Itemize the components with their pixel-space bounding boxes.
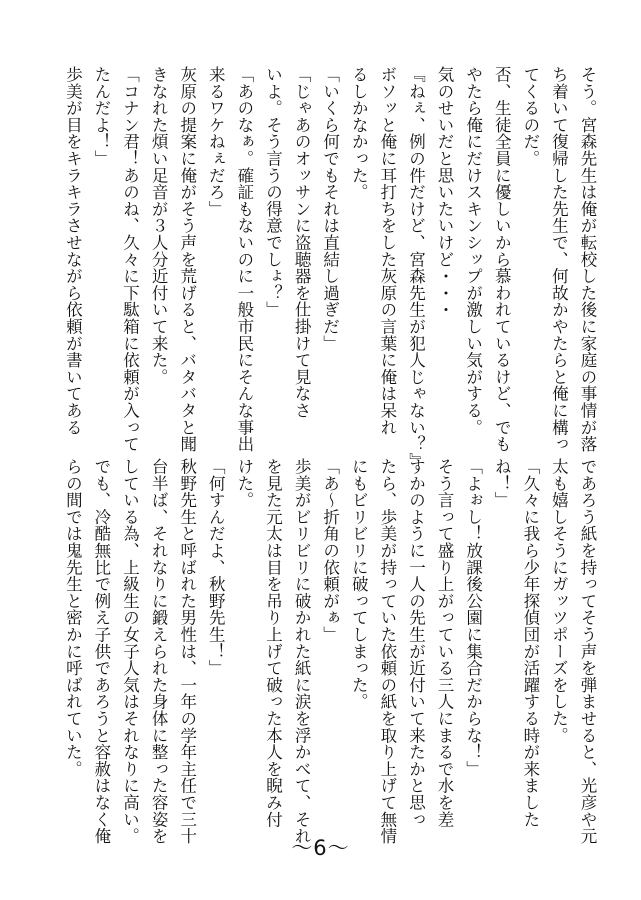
text-line: けた。 — [234, 458, 254, 509]
text-line: 来るワケねぇだろ」 — [206, 66, 226, 218]
text-line: 『ねぇ、例の件だけど、宮森先生が犯人じゃない？』 — [406, 66, 426, 470]
text-line: きなれた煩い足音が３人分近付いて来た。 — [149, 66, 169, 386]
text-line: 否、生徒全員に優しいから慕われているけど、でも — [492, 66, 512, 453]
text-line: すかのように一人の先生が近付いて来たかと思っ — [406, 458, 426, 828]
text-line: している為、上級生の女子人気はそれなりに高い。 — [120, 458, 140, 845]
text-line: 「久々に我ら少年探偵団が活躍する時が来ました — [520, 458, 540, 828]
text-line: 歩美がビリビリに破かれた紙に涙を浮かべて、それ — [292, 458, 312, 845]
text-line: 「よぉし！放課後公園に集合だからな！」 — [463, 458, 483, 778]
text-line: にもビリビリに破ってしまった。 — [349, 458, 369, 710]
text-line: ボソッと俺に耳打ちをした灰原の言葉に俺は呆れ — [377, 66, 397, 436]
text-line: であろう紙を持ってそう声を弾ませると、光彦や元 — [578, 458, 597, 845]
text-line: いよ。そう言うの得意でしょ？」 — [263, 66, 283, 318]
text-line: たんだよ！」 — [91, 66, 111, 167]
text-line: たら、歩美が持っていた依頼の紙を取り上げて無情 — [377, 458, 397, 845]
page-number: ～6～ — [291, 836, 350, 860]
text-line: 台半ば、それなりに鍛えられた身体に整った容姿を — [149, 458, 169, 845]
text-line: 秋野先生と呼ばれた男性は、一年の学年主任で三十 — [177, 458, 197, 845]
text-line: 「あのなぁ。確証もないのに一般市民にそんな事出 — [234, 66, 254, 453]
text-line: そう言って盛り上がっている三人にまるで水を差 — [435, 458, 455, 828]
text-line: 灰原の提案に俺がそう声を荒げると、バタバタと聞 — [177, 66, 197, 453]
text-line: 気のせいだと思いたいけど・・・ — [435, 66, 455, 318]
text-block-bottom — [58, 458, 601, 845]
text-line: を見た元太は目を吊り上げて破った本人を睨み付 — [263, 458, 283, 828]
text-line: 「何すんだよ、秋野先生！」 — [206, 458, 226, 677]
text-line: 太も嬉しそうにガッツポーズをした。 — [549, 458, 569, 744]
text-line: 「じゃあのオッサンに盗聴器を仕掛けて見なさ — [292, 66, 312, 419]
text-line: てくるのだ。 — [520, 66, 540, 167]
text-line: 「いくら何でもそれは直結し過ぎだ」 — [320, 66, 340, 352]
text-line: でも、冷酷無比で例え子供であろうと容赦はなく俺 — [91, 458, 111, 845]
text-line: るしかなかった。 — [349, 66, 369, 201]
text-line: ち着いて復帰した先生で、何故かやたらと俺に構っ — [549, 66, 569, 453]
text-line: やたら俺にだけスキンシップが激しい気がする。 — [463, 66, 483, 436]
text-line: そう。宮森先生は俺が転校した後に家庭の事情が落 — [578, 66, 597, 453]
text-line: 「コナン君！あのね、久々に下駄箱に依頼が入って — [120, 66, 140, 453]
text-line: らの間では鬼先生と密かに呼ばれていた。 — [63, 458, 83, 778]
text-block-top — [58, 66, 601, 470]
text-line: 歩美が目をキラキラさせながら依頼が書いてある — [63, 66, 83, 436]
text-line: 「あ～折角の依頼がぁ」 — [320, 458, 340, 643]
text-line: ね！」 — [492, 458, 512, 509]
